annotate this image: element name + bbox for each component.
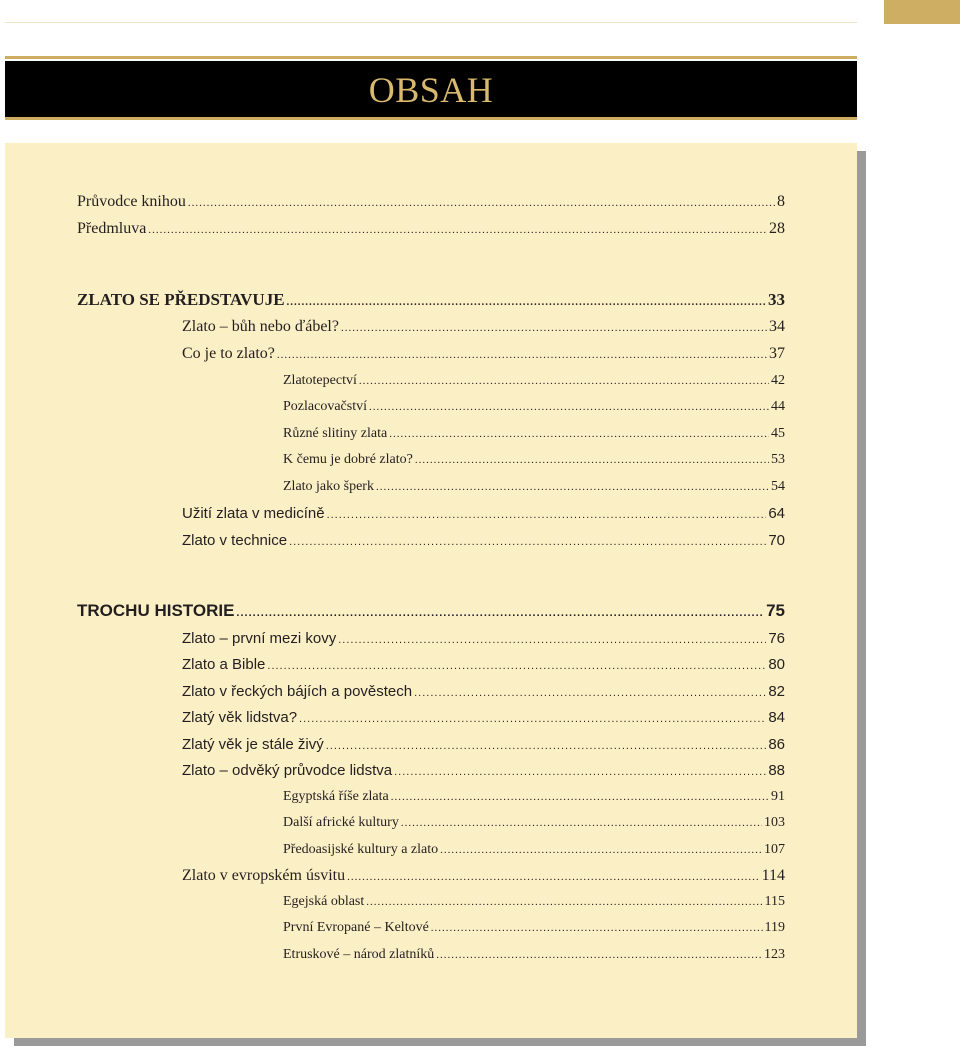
toc-entry-title: Zlato v evropském úsvitu — [182, 867, 346, 884]
toc-panel — [5, 143, 857, 1038]
toc-entry-title: ZLATO SE PŘEDSTAVUJE — [77, 290, 285, 309]
toc-entry[interactable] — [182, 762, 785, 779]
toc-entry-title: K čemu je dobré zlato? — [283, 452, 413, 467]
toc-entry[interactable] — [182, 630, 785, 647]
toc-entry-title: Zlato v technice — [182, 532, 288, 549]
header-top-rule — [5, 56, 857, 59]
toc-subentry[interactable] — [283, 789, 785, 805]
toc-entry-title: Předmluva — [77, 220, 147, 237]
toc-entry-page: 82 — [768, 683, 785, 700]
toc-entry[interactable] — [77, 193, 785, 211]
toc-entry-page: 86 — [768, 736, 785, 753]
toc-entry-title: Zlato – první mezi kovy — [182, 630, 337, 647]
page-title: OBSAH — [368, 70, 494, 110]
toc-entry[interactable] — [182, 867, 785, 885]
toc-entry-title: Pozlacovačství — [283, 399, 367, 414]
toc-entry-title: Egejská oblast — [283, 894, 365, 909]
toc-entry-page: 53 — [771, 452, 785, 467]
toc-entry-title: Egyptská říše zlata — [283, 789, 389, 804]
toc-entry-title: Zlato jako šperk — [283, 479, 374, 494]
toc-subentry[interactable] — [283, 426, 785, 442]
toc-entry-page: 115 — [764, 894, 785, 909]
toc-subentry[interactable] — [283, 399, 785, 415]
toc-entry[interactable] — [182, 345, 785, 363]
header-bottom-rule — [5, 117, 857, 120]
toc-entry-page: 91 — [771, 789, 785, 804]
toc-subentry[interactable] — [283, 894, 785, 910]
toc-entry[interactable] — [182, 736, 785, 753]
toc-entry-title: První Evropané – Keltové — [283, 920, 429, 935]
toc-entry-page: 33 — [768, 290, 785, 309]
toc-entry-title: Zlatotepectví — [283, 373, 357, 388]
toc-entry[interactable] — [182, 532, 785, 549]
toc-entry-page: 28 — [769, 220, 785, 237]
toc-entry-page: 84 — [768, 709, 785, 726]
toc-entry[interactable] — [182, 656, 785, 673]
toc-entry[interactable] — [182, 683, 785, 700]
toc-entry-page: 107 — [764, 842, 785, 857]
toc-entry-page: 123 — [764, 947, 785, 962]
toc-entry-page: 64 — [768, 505, 785, 522]
toc-subentry[interactable] — [283, 815, 785, 831]
toc-entry-title: Etruskové – národ zlatníků — [283, 947, 435, 962]
toc-entry-page: 37 — [769, 345, 785, 362]
toc-entry-page: 114 — [761, 867, 785, 884]
toc-entry[interactable] — [182, 505, 785, 522]
toc-subentry[interactable] — [283, 452, 785, 468]
toc-entry[interactable] — [182, 709, 785, 726]
header-bar — [5, 61, 857, 117]
toc-entry-title: Zlato – odvěký průvodce lidstva — [182, 762, 393, 779]
toc-entry-title: Zlato – bůh nebo ďábel? — [182, 318, 339, 335]
toc-entry-title: Co je to zlato? — [182, 345, 275, 362]
toc-entry-page: 45 — [771, 426, 785, 441]
toc-subentry[interactable] — [283, 479, 785, 495]
toc-entry-title: Zlato a Bible — [182, 656, 266, 673]
toc-entry-title: Předoasijské kultury a zlato — [283, 842, 439, 857]
toc-subentry[interactable] — [283, 947, 785, 963]
table-of-contents — [5, 143, 857, 1038]
toc-entry-page: 119 — [764, 920, 785, 935]
corner-tab — [884, 0, 960, 24]
toc-entry-page: 75 — [766, 601, 785, 620]
toc-entry-page: 54 — [771, 479, 785, 494]
toc-entry-title: TROCHU HISTORIE — [77, 601, 235, 620]
toc-entry-title: Průvodce knihou — [77, 193, 186, 210]
toc-entry-page: 103 — [764, 815, 785, 830]
toc-entry[interactable] — [182, 318, 785, 336]
top-rule — [5, 22, 857, 23]
toc-part-heading[interactable] — [77, 290, 785, 310]
toc-entry-page: 80 — [768, 656, 785, 673]
toc-subentry[interactable] — [283, 920, 785, 936]
toc-entry[interactable] — [77, 220, 785, 238]
toc-entry-title: Další africké kultury — [283, 815, 399, 830]
toc-entry-title: Zlatý věk je stále živý — [182, 736, 324, 753]
toc-entry-page: 42 — [771, 373, 785, 388]
toc-subentry[interactable] — [283, 842, 785, 858]
toc-entry-title: Zlato v řeckých bájích a pověstech — [182, 683, 413, 700]
toc-subentry[interactable] — [283, 373, 785, 389]
toc-entry-page: 76 — [768, 630, 785, 647]
toc-part-heading[interactable] — [77, 601, 785, 621]
toc-entry-page: 34 — [769, 318, 785, 335]
toc-entry-title: Různé slitiny zlata — [283, 426, 388, 441]
toc-entry-title: Užití zlata v medicíně — [182, 505, 325, 522]
toc-entry-page: 8 — [777, 193, 785, 210]
toc-entry-page: 70 — [768, 532, 785, 549]
toc-entry-title: Zlatý věk lidstva? — [182, 709, 298, 726]
toc-entry-page: 44 — [771, 399, 785, 414]
toc-entry-page: 88 — [768, 762, 785, 779]
